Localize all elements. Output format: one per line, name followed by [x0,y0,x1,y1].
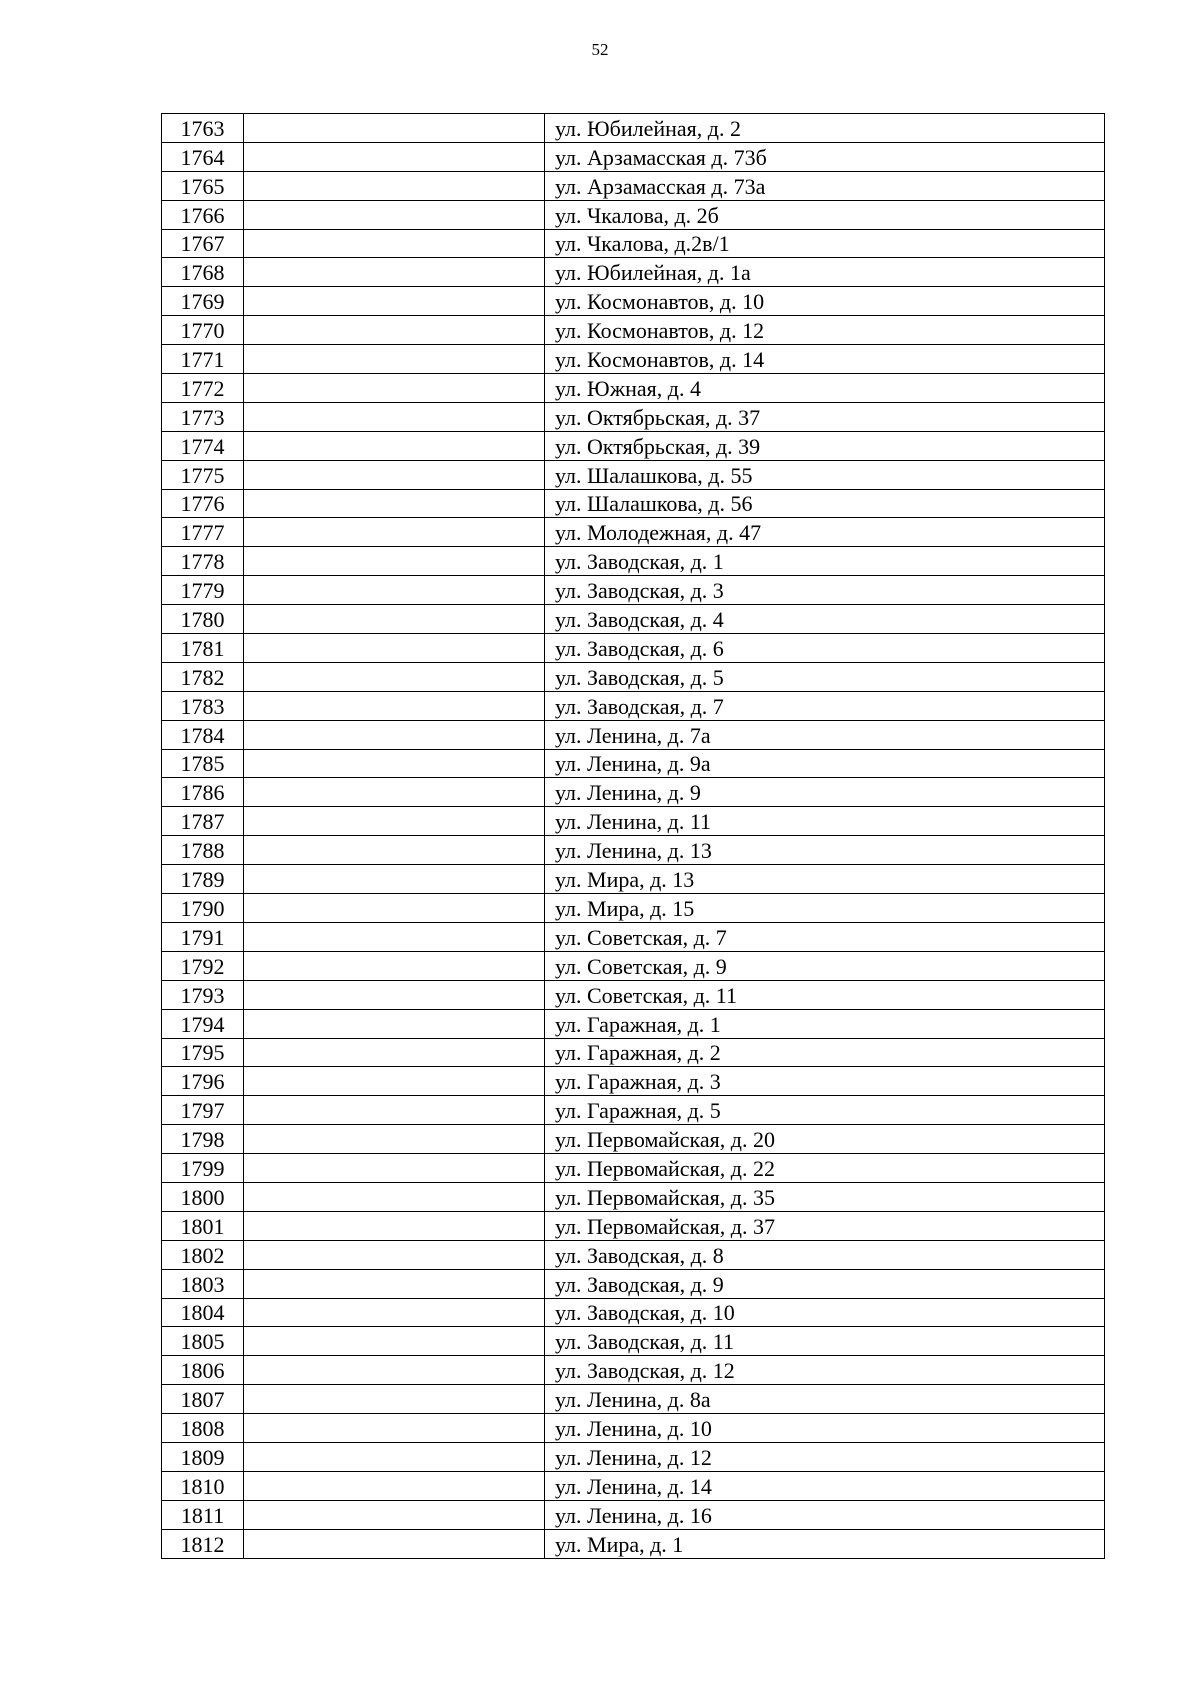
table-row [162,1125,1105,1154]
address-cell: ул. Южная, д. 4 [545,374,1105,403]
row-number-cell: 1776 [162,489,244,518]
row-number-cell: 1804 [162,1298,244,1327]
name-cell [244,1385,545,1414]
address-cell: ул. Октябрьская, д. 39 [545,431,1105,460]
row-number-cell: 1766 [162,200,244,229]
row-number-cell: 1797 [162,1096,244,1125]
table-row [162,922,1105,951]
name-cell [244,922,545,951]
address-cell: ул. Первомайская, д. 22 [545,1154,1105,1183]
table-row [162,807,1105,836]
name-cell [244,1529,545,1558]
address-cell: ул. Космонавтов, д. 14 [545,345,1105,374]
table-row [162,287,1105,316]
name-cell [244,720,545,749]
address-cell: ул. Космонавтов, д. 10 [545,287,1105,316]
name-cell [244,1096,545,1125]
address-cell: ул. Октябрьская, д. 37 [545,402,1105,431]
table-row [162,1529,1105,1558]
row-number-cell: 1767 [162,229,244,258]
table-row [162,200,1105,229]
row-number-cell: 1793 [162,980,244,1009]
name-cell [244,836,545,865]
address-cell: ул. Первомайская, д. 35 [545,1182,1105,1211]
row-number-cell: 1782 [162,662,244,691]
address-cell: ул. Советская, д. 9 [545,951,1105,980]
row-number-cell: 1809 [162,1442,244,1471]
table-row [162,460,1105,489]
row-number-cell: 1807 [162,1385,244,1414]
row-number-cell: 1808 [162,1414,244,1443]
name-cell [244,460,545,489]
address-cell: ул. Мира, д. 15 [545,894,1105,923]
name-cell [244,200,545,229]
address-cell: ул. Шалашкова, д. 56 [545,489,1105,518]
table-row [162,489,1105,518]
table-row [162,1096,1105,1125]
name-cell [244,951,545,980]
address-table [161,113,1105,1559]
address-cell: ул. Ленина, д. 8а [545,1385,1105,1414]
table-row [162,836,1105,865]
row-number-cell: 1771 [162,345,244,374]
address-cell: ул. Заводская, д. 12 [545,1356,1105,1385]
address-cell: ул. Первомайская, д. 20 [545,1125,1105,1154]
name-cell [244,171,545,200]
name-cell [244,316,545,345]
table-row [162,1154,1105,1183]
row-number-cell: 1795 [162,1038,244,1067]
name-cell [244,1356,545,1385]
name-cell [244,634,545,663]
table-row [162,1240,1105,1269]
table-row [162,431,1105,460]
address-cell: ул. Чкалова, д. 2б [545,200,1105,229]
row-number-cell: 1789 [162,865,244,894]
name-cell [244,778,545,807]
address-cell: ул. Ленина, д. 9а [545,749,1105,778]
address-cell: ул. Заводская, д. 7 [545,691,1105,720]
address-cell: ул. Ленина, д. 7а [545,720,1105,749]
row-number-cell: 1788 [162,836,244,865]
table-row [162,720,1105,749]
address-table-body [162,114,1105,1559]
table-row [162,691,1105,720]
table-row [162,142,1105,171]
name-cell [244,518,545,547]
page-number: 52 [591,40,609,59]
table-row [162,1182,1105,1211]
row-number-cell: 1791 [162,922,244,951]
row-number-cell: 1772 [162,374,244,403]
address-cell: ул. Гаражная, д. 5 [545,1096,1105,1125]
address-cell: ул. Шалашкова, д. 55 [545,460,1105,489]
row-number-cell: 1802 [162,1240,244,1269]
table-row [162,402,1105,431]
name-cell [244,662,545,691]
table-row [162,1067,1105,1096]
row-number-cell: 1790 [162,894,244,923]
row-number-cell: 1774 [162,431,244,460]
row-number-cell: 1801 [162,1211,244,1240]
table-row [162,316,1105,345]
row-number-cell: 1798 [162,1125,244,1154]
name-cell [244,749,545,778]
table-row [162,229,1105,258]
address-cell: ул. Ленина, д. 10 [545,1414,1105,1443]
row-number-cell: 1794 [162,1009,244,1038]
table-row [162,749,1105,778]
address-cell: ул. Первомайская, д. 37 [545,1211,1105,1240]
row-number-cell: 1763 [162,114,244,143]
table-row [162,374,1105,403]
table-row [162,1327,1105,1356]
address-cell: ул. Арзамасская д. 73б [545,142,1105,171]
row-number-cell: 1786 [162,778,244,807]
address-cell: ул. Арзамасская д. 73а [545,171,1105,200]
name-cell [244,402,545,431]
address-cell: ул. Заводская, д. 6 [545,634,1105,663]
name-cell [244,1298,545,1327]
table-row [162,865,1105,894]
row-number-cell: 1773 [162,402,244,431]
name-cell [244,547,545,576]
row-number-cell: 1768 [162,258,244,287]
row-number-cell: 1803 [162,1269,244,1298]
row-number-cell: 1784 [162,720,244,749]
table-row [162,1500,1105,1529]
name-cell [244,1038,545,1067]
name-cell [244,691,545,720]
name-cell [244,374,545,403]
address-cell: ул. Юбилейная, д. 1а [545,258,1105,287]
row-number-cell: 1805 [162,1327,244,1356]
row-number-cell: 1796 [162,1067,244,1096]
table-row [162,894,1105,923]
row-number-cell: 1799 [162,1154,244,1183]
table-row [162,605,1105,634]
row-number-cell: 1764 [162,142,244,171]
row-number-cell: 1780 [162,605,244,634]
table-row [162,547,1105,576]
address-cell: ул. Заводская, д. 8 [545,1240,1105,1269]
name-cell [244,980,545,1009]
address-cell: ул. Заводская, д. 10 [545,1298,1105,1327]
address-cell: ул. Ленина, д. 14 [545,1471,1105,1500]
name-cell [244,1154,545,1183]
name-cell [244,1125,545,1154]
table-row [162,171,1105,200]
address-cell: ул. Мира, д. 13 [545,865,1105,894]
address-cell: ул. Заводская, д. 4 [545,605,1105,634]
address-cell: ул. Молодежная, д. 47 [545,518,1105,547]
table-row [162,1269,1105,1298]
name-cell [244,1240,545,1269]
name-cell [244,1471,545,1500]
name-cell [244,114,545,143]
table-row [162,1471,1105,1500]
row-number-cell: 1769 [162,287,244,316]
table-row [162,518,1105,547]
address-cell: ул. Ленина, д. 11 [545,807,1105,836]
name-cell [244,229,545,258]
name-cell [244,605,545,634]
name-cell [244,1067,545,1096]
row-number-cell: 1775 [162,460,244,489]
name-cell [244,1182,545,1211]
address-cell: ул. Ленина, д. 12 [545,1442,1105,1471]
name-cell [244,345,545,374]
address-cell: ул. Космонавтов, д. 12 [545,316,1105,345]
table-row [162,1442,1105,1471]
table-row [162,1385,1105,1414]
table-row [162,1298,1105,1327]
name-cell [244,1269,545,1298]
name-cell [244,431,545,460]
address-cell: ул. Советская, д. 7 [545,922,1105,951]
row-number-cell: 1792 [162,951,244,980]
address-cell: ул. Советская, д. 11 [545,980,1105,1009]
address-cell: ул. Заводская, д. 3 [545,576,1105,605]
row-number-cell: 1800 [162,1182,244,1211]
address-cell: ул. Заводская, д. 1 [545,547,1105,576]
table-row [162,258,1105,287]
table-row [162,662,1105,691]
row-number-cell: 1810 [162,1471,244,1500]
name-cell [244,894,545,923]
name-cell [244,1442,545,1471]
row-number-cell: 1806 [162,1356,244,1385]
name-cell [244,1327,545,1356]
table-row [162,1038,1105,1067]
row-number-cell: 1783 [162,691,244,720]
row-number-cell: 1778 [162,547,244,576]
address-cell: ул. Чкалова, д.2в/1 [545,229,1105,258]
table-row [162,114,1105,143]
name-cell [244,1414,545,1443]
row-number-cell: 1781 [162,634,244,663]
address-cell: ул. Гаражная, д. 1 [545,1009,1105,1038]
row-number-cell: 1787 [162,807,244,836]
table-row [162,1414,1105,1443]
name-cell [244,807,545,836]
name-cell [244,258,545,287]
table-row [162,1356,1105,1385]
table-row [162,980,1105,1009]
row-number-cell: 1779 [162,576,244,605]
row-number-cell: 1777 [162,518,244,547]
table-row [162,951,1105,980]
name-cell [244,1009,545,1038]
table-row [162,634,1105,663]
table-row [162,1211,1105,1240]
address-cell: ул. Ленина, д. 9 [545,778,1105,807]
table-row [162,778,1105,807]
address-cell: ул. Мира, д. 1 [545,1529,1105,1558]
row-number-cell: 1811 [162,1500,244,1529]
row-number-cell: 1770 [162,316,244,345]
address-cell: ул. Ленина, д. 16 [545,1500,1105,1529]
address-cell: ул. Заводская, д. 5 [545,662,1105,691]
address-cell: ул. Заводская, д. 9 [545,1269,1105,1298]
name-cell [244,287,545,316]
address-cell: ул. Заводская, д. 11 [545,1327,1105,1356]
row-number-cell: 1765 [162,171,244,200]
address-cell: ул. Юбилейная, д. 2 [545,114,1105,143]
row-number-cell: 1812 [162,1529,244,1558]
address-cell: ул. Ленина, д. 13 [545,836,1105,865]
name-cell [244,1500,545,1529]
row-number-cell: 1785 [162,749,244,778]
address-cell: ул. Гаражная, д. 3 [545,1067,1105,1096]
table-row [162,576,1105,605]
table-row [162,1009,1105,1038]
name-cell [244,1211,545,1240]
name-cell [244,576,545,605]
table-row [162,345,1105,374]
name-cell [244,142,545,171]
name-cell [244,489,545,518]
address-cell: ул. Гаражная, д. 2 [545,1038,1105,1067]
name-cell [244,865,545,894]
